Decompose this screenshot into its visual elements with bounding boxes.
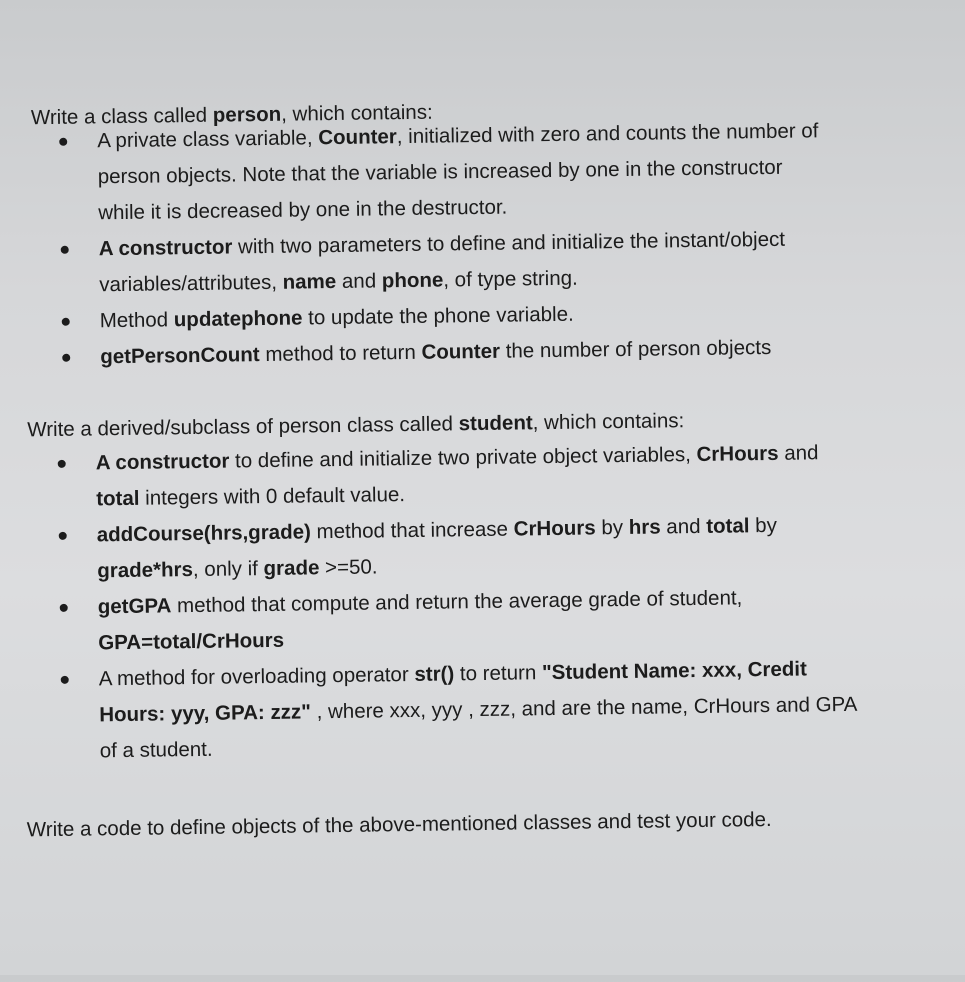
list-item [97,113,820,231]
text-line: A private class variable, Counter, initialized with zero and counts the number of [97,119,819,153]
bold-term: phone [381,268,444,293]
text-line: A constructor with two parameters to define and initialize the instant/object [98,227,786,261]
bold-term: person [212,102,282,127]
student-section-intro: Write a derived/subclass of person class called student, which contains: [27,409,685,442]
closing-instruction: Write a code to define objects of the above-mentioned classes and test your code. [26,807,772,842]
bullet-dot-icon [62,354,70,362]
bold-term: hrs [628,515,661,539]
text-line: of a student. [99,737,213,763]
list-item [97,579,856,662]
list-item [98,221,820,303]
bold-term: CrHours [696,441,779,466]
text-line: while it is decreased by one in the destructor. [98,195,508,225]
text-line: grade*hrs, only if grade >=50. [97,555,378,583]
bullet-dot-icon [59,532,67,540]
text-line: variables/attributes, name and phone, of type string. [99,266,578,297]
text-line: A constructor to define and initialize two private object variables, CrHours and [95,441,819,475]
bold-term: addCourse(hrs,grade) [96,520,312,547]
student-requirements-list [95,435,858,770]
text-line: Method updatephone to update the phone variable. [99,302,574,333]
bullet-dot-icon [61,676,69,684]
bold-term: name [282,269,337,294]
list-item [98,651,858,770]
bold-term: getGPA [97,594,172,619]
text-line: getGPA method that compute and return the average grade of student, [97,586,743,619]
bold-term: Counter [318,125,397,150]
bold-term: student [458,411,533,436]
text-line: A method for overloading operator str() to return "Student Name: xxx, Credit [98,657,808,691]
bold-term: getPersonCount [100,343,260,369]
list-item [96,507,855,590]
bold-term: grade*hrs [97,558,194,583]
text-line: addCourse(hrs,grade) method that increase CrHours by hrs and total by [96,513,778,547]
bold-term: updatephone [173,306,303,332]
bold-term: A constructor [95,449,230,475]
bullet-dot-icon [59,138,67,146]
bold-term: total [706,514,750,538]
bold-term: "Student Name: xxx, Credit [541,657,808,685]
bold-term: Hours: yyy, GPA: zzz" [99,700,312,727]
bold-term: CrHours [513,516,596,541]
bullet-dot-icon [61,246,69,254]
bullet-dot-icon [58,460,66,468]
text-line: Hours: yyy, GPA: zzz" , where xxx, yyy , zzz, and are the name, CrHours and GPA [99,692,858,727]
bold-term: A constructor [98,235,233,261]
text-line: person objects. Note that the variable is increased by one in the constructor [97,155,783,189]
bold-term: grade [263,556,320,581]
bold-term: GPA=total/CrHours [98,628,285,655]
text-line: total integers with 0 default value. [96,483,406,511]
text-line: getPersonCount method to return Counter the number of person objects [100,335,772,369]
bullet-dot-icon [60,604,68,612]
list-item [95,435,854,518]
bullet-dot-icon [62,318,70,326]
bold-term: str() [414,662,455,686]
bold-term: total [96,486,140,511]
person-requirements-list [97,113,822,375]
bold-term: Counter [421,339,501,364]
person-section-intro: Write a class called person, which contains: [30,100,433,130]
